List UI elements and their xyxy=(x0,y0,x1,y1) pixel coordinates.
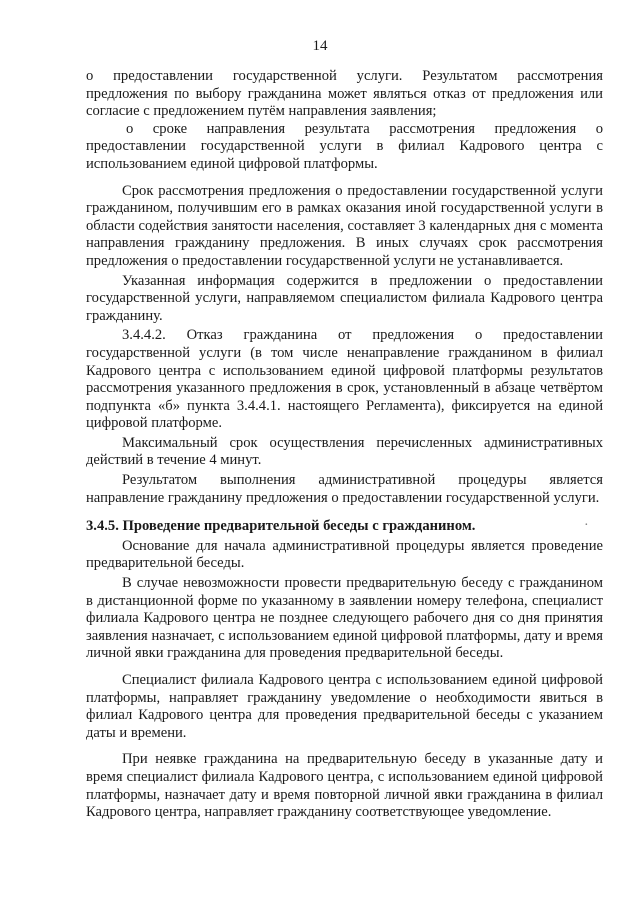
paragraph-3: Срок рассмотрения предложения о предоставлении государственной услуги гражданином, получившим его в рамках оказания иной государственной услуги в области содействия занятости населения, составляет 3 календарных дня с момента направления гражданину предложения. В иных случаях срок рассмотрения предложения о предоставлении государственной услуги не устанавливается. xyxy=(86,182,603,269)
paragraph-6: Максимальный срок осуществления перечисленных административных действий в течение 4 минут. xyxy=(86,434,603,469)
paragraph-4: Указанная информация содержится в предложении о предоставлении государственной услуги, направляемом специалистом филиала Кадрового центра гражданину. xyxy=(86,272,603,324)
paragraph-10: Специалист филиала Кадрового центра с использованием единой цифровой платформы, направляет гражданину уведомление о необходимости явиться в филиал Кадрового центра для проведения предварительной беседы с указанием даты и времени. xyxy=(86,672,603,741)
paragraph-8: Основание для начала административной процедуры является проведение предварительной беседы. xyxy=(86,537,603,572)
document-body xyxy=(86,68,603,822)
paragraph-5: 3.4.4.2. Отказ гражданина от предложения о предоставлении государственной услуги (в том числе ненаправление гражданином в филиал Кадрового центра с использованием единой цифровой платформы результатов рассмотрения указанного предложения в срок, установленный в абзаце четвёртом подпункта «б» пункта 3.4.4.1. настоящего Регламента), фиксируется на единой цифровой платформе. xyxy=(86,327,603,432)
paragraph-9: В случае невозможности провести предварительную беседу с гражданином в дистанционной форме по указанному в заявлении номеру телефона, специалист филиала Кадрового центра не позднее следующего рабочего дня со дня принятия заявления назначает, с использованием единой цифровой платформы, дату и время личной явки гражданина для проведения предварительной беседы. xyxy=(86,575,603,662)
paragraph-11: При неявке гражданина на предварительную беседу в указанные дату и время специалист филиала Кадрового центра, с использованием единой цифровой платформы, назначает дату и время повторной личной явки гражданина в филиал Кадрового центра, направляет гражданину соответствующее уведомление. xyxy=(86,751,603,821)
page-number: 14 xyxy=(312,38,328,54)
paragraph-7: Результатом выполнения административной процедуры является направление гражданину предложения о предоставлении государственной услуги. xyxy=(86,472,603,506)
scan-speck: · xyxy=(584,518,589,533)
paragraph-1: о предоставлении государственной услуги. Результатом рассмотрения предложения по выбору гражданина может являться отказ от предложения или согласие с предложением путём направления заявления; xyxy=(86,68,603,120)
paragraph-2: о сроке направления результата рассмотрения предложения о предоставлении государственной услуги в филиал Кадрового центра с использованием единой цифровой платформы. xyxy=(86,120,603,172)
section-heading: 3.4.5. Проведение предварительной беседы с гражданином. xyxy=(86,518,476,535)
